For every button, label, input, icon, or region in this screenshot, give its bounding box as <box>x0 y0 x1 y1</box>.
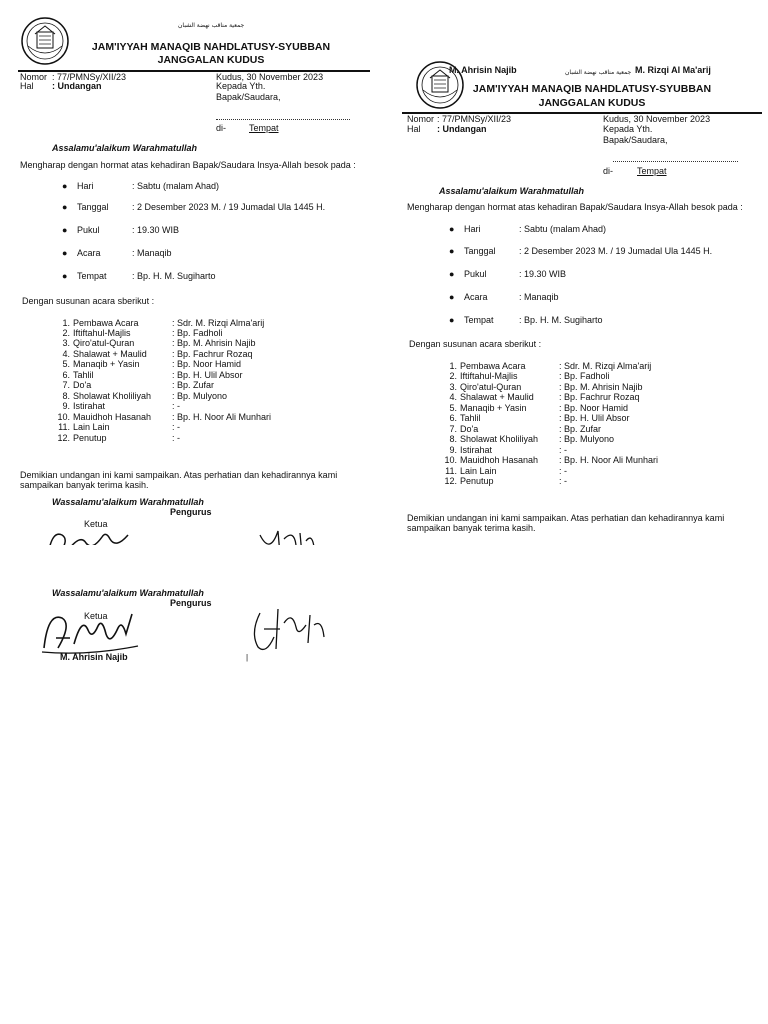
org-title-line2: JANGGALAN KUDUS <box>538 97 646 109</box>
detail-label: Acara <box>464 292 488 302</box>
hal-value: : Undangan <box>437 124 487 134</box>
recipient-dots <box>613 161 738 162</box>
bullet-icon: ● <box>62 181 68 191</box>
signature-mark: | <box>246 653 249 662</box>
recipient: Bapak/Saudara, <box>603 135 668 145</box>
organization-seal-icon <box>20 16 70 66</box>
detail-value: : Sabtu (malam Ahad) <box>519 224 607 234</box>
detail-label: Hari <box>77 181 94 191</box>
di-label: di- <box>216 123 227 133</box>
org-title-line1: JAM'IYYAH MANAQIB NAHDLATUSY-SYUBBAN <box>91 41 331 53</box>
greeting: Assalamu'alaikum Warahmatullah <box>439 186 585 196</box>
detail-label: Pukul <box>77 225 100 235</box>
pengurus-label-2: Pengurus <box>170 598 212 608</box>
detail-label: Tempat <box>77 271 107 281</box>
detail-label: Acara <box>77 248 101 258</box>
program-intro: Dengan susunan acara sberikut : <box>22 296 155 306</box>
closing-line2: sampaikan banyak terima kasih. <box>20 480 149 490</box>
nomor-value: : 77/PMNSy/XII/23 <box>437 114 512 124</box>
closing-line1: Demikian undangan ini kami sampaikan. Atas perhatian dan kehadirannya kami <box>20 470 338 480</box>
signature-sekretaris <box>240 603 330 659</box>
detail-value: : 2 Desember 2023 M. / 19 Jumadal Ula 1445 H. <box>132 202 326 212</box>
program-intro: Dengan susunan acara sberikut : <box>409 339 542 349</box>
bullet-icon: ● <box>449 269 455 279</box>
bullet-icon: ● <box>62 271 68 281</box>
signature-clip <box>30 525 330 545</box>
detail-value: : Bp. H. M. Sugiharto <box>132 271 216 281</box>
salam-closing: Wassalamu'alaikum Warahmatullah <box>52 497 204 507</box>
detail-value: : Bp. H. M. Sugiharto <box>519 315 603 325</box>
arabic-org-name: جمعية مناقب نهضة الشبان <box>178 22 245 29</box>
intro-text: Mengharap dengan hormat atas kehadiran Bapak/Saudara Insya-Allah besok pada : <box>20 160 356 170</box>
arabic-org-name: جمعية مناقب نهضة الشبان <box>565 69 632 76</box>
detail-value: : 19.30 WIB <box>519 269 567 279</box>
bullet-icon: ● <box>449 224 455 234</box>
bullet-icon: ● <box>449 292 455 302</box>
kepada-label: Kepada Yth. <box>603 124 653 134</box>
detail-label: Pukul <box>464 269 487 279</box>
ketua-label: Ketua <box>84 519 108 529</box>
bullet-icon: ● <box>449 315 455 325</box>
bullet-icon: ● <box>62 225 68 235</box>
overlay-sekretaris-name: M. Rizqi Al Ma'arij <box>635 65 711 75</box>
tempat-text: Tempat <box>637 166 667 176</box>
bullet-icon: ● <box>62 202 68 212</box>
detail-value: : Manaqib <box>132 248 172 258</box>
detail-value: : 2 Desember 2023 M. / 19 Jumadal Ula 1445 H. <box>519 246 713 256</box>
tempat-text: Tempat <box>249 123 279 133</box>
nomor-label: Nomor <box>20 72 48 82</box>
recipient-dots <box>216 119 350 120</box>
detail-value: : Sabtu (malam Ahad) <box>132 181 220 191</box>
closing-line2: sampaikan banyak terima kasih. <box>407 523 536 533</box>
di-label: di- <box>603 166 614 176</box>
detail-label: Hari <box>464 224 481 234</box>
intro-text: Mengharap dengan hormat atas kehadiran Bapak/Saudara Insya-Allah besok pada : <box>407 202 743 212</box>
hal-label: Hal <box>20 81 34 91</box>
place-date: Kudus, 30 November 2023 <box>216 72 324 82</box>
detail-label: Tanggal <box>77 202 109 212</box>
org-title-line1: JAM'IYYAH MANAQIB NAHDLATUSY-SYUBBAN <box>472 83 712 95</box>
recipient: Bapak/Saudara, <box>216 92 281 102</box>
hal-value: : Undangan <box>52 81 102 91</box>
nomor-label: Nomor <box>407 114 435 124</box>
kepada-label: Kepada Yth. <box>216 81 266 91</box>
pengurus-label: Pengurus <box>170 507 212 517</box>
detail-value: : 19.30 WIB <box>132 225 180 235</box>
signature-sekretaris-partial <box>250 525 320 545</box>
ketua-name: M. Ahrisin Najib <box>60 652 128 662</box>
detail-label: Tanggal <box>464 246 496 256</box>
detail-value: : Manaqib <box>519 292 559 302</box>
salam-closing-2: Wassalamu'alaikum Warahmatullah <box>52 588 204 598</box>
nomor-value: : 77/PMNSy/XII/23 <box>52 72 127 82</box>
ketua-label-2: Ketua <box>84 611 108 621</box>
bullet-icon: ● <box>62 248 68 258</box>
bullet-icon: ● <box>449 246 455 256</box>
signature-ketua-partial <box>40 525 150 545</box>
overlay-ketua-name: M. Ahrisin Najib <box>449 65 517 75</box>
letter-right: M. Ahrisin Najib جمعية مناقب نهضة الشبان M. Rizqi Al Ma'arij JAM'IYYAH MANAQIB NAHDLATUSY-SYUBBAN JANGGALAN KUDUS Nomor : 77/PMNSy/XII/23 Hal : Undangan Kudus, 30 November 2023 Kepada Yth. Bapak/Saudara, di- Tempat Assalamu'alaikum Warahmatullah Mengharap dengan hormat atas kehadiran Bapak/Saudara Insya-Allah besok pada : ● Hari : Sabtu (malam Ahad) ● Tanggal : 2 Desember 2023 M. / 19 Jumadal Ula 1445 H. ● Pukul : 19.30 WIB ● Acara : Manaqib ● Tempat : Bp. H. M. Sugiharto Dengan susunan acara sberikut : 1. Pembawa Acara : Sdr. M. Rizqi Alma'arij 2. Iftiftahul-Majlis : Bp. Fadholi 3. Qiro'atul-Quran : Bp. M. Ahrisin Najib 4. Shalawat + Maulid : Bp. Fachrur Rozaq 5. Manaqib + Yasin : Bp. Noor Hamid 6. Tahlil : Bp. H. Ulil Absor 7. Do'a : Bp. Zufar 8. Sholawat Kholiliyah : Bp. Mulyono 9. Istirahat : - 10. Mauidhoh Hasanah : Bp. H. Noor Ali Munhari 11. Lain Lain : - 12. Penutup : - Demikian undangan ini kami sampaikan. Atas perhatian dan kehadirannya kami sampaikan banyak terima kasih. <box>395 55 768 555</box>
greeting: Assalamu'alaikum Warahmatullah <box>52 143 198 153</box>
detail-label: Tempat <box>464 315 494 325</box>
hal-label: Hal <box>407 124 421 134</box>
closing-line1: Demikian undangan ini kami sampaikan. Atas perhatian dan kehadirannya kami <box>407 513 725 523</box>
place-date: Kudus, 30 November 2023 <box>603 114 711 124</box>
org-title-line2: JANGGALAN KUDUS <box>157 54 265 66</box>
letter-left: جمعية مناقب نهضة الشبان JAM'IYYAH MANAQIB NAHDLATUSY-SYUBBAN JANGGALAN KUDUS Nomor : 77/PMNSy/XII/23 Hal : Undangan Kudus, 30 November 2023 Kepada Yth. Bapak/Saudara, di- Tempat Assalamu'alaikum Warahmatullah Mengharap dengan hormat atas kehadiran Bapak/Saudara Insya-Allah besok pada : ● Hari : Sabtu (malam Ahad) ● Tanggal : 2 Desember 2023 M. / 19 Jumadal Ula 1445 H. ● Pukul : 19.30 WIB ● Acara : Manaqib ● Tempat : Bp. H. M. Sugiharto Dengan susunan acara sberikut : 1. Pembawa Acara : Sdr. M. Rizqi Alma'arij 2. Iftiftahul-Majlis : Bp. Fadholi 3. Qiro'atul-Quran : Bp. M. Ahrisin Najib 4. Shalawat + Maulid : Bp. Fachrur Rozaq 5. Manaqib + Yasin : Bp. Noor Hamid 6. Tahlil : Bp. H. Ulil Absor 7. Do'a : Bp. Zufar 8. Sholawat Kholiliyah : Bp. Mulyono 9. Istirahat : - 10. Mauidhoh Hasanah : Bp. H. Noor Ali Munhari 11. Lain Lain : - 12. Penutup : - Demikian undangan ini kami sampaikan. Atas perhatian dan kehadirannya kami sampaikan banyak terima kasih. Wassalamu'alaikum Warahmatullah Pengurus Ketua Wassalamu'alaikum Warahmatullah Pengurus Ketua | M. Ahrisin Najib <box>0 0 390 680</box>
